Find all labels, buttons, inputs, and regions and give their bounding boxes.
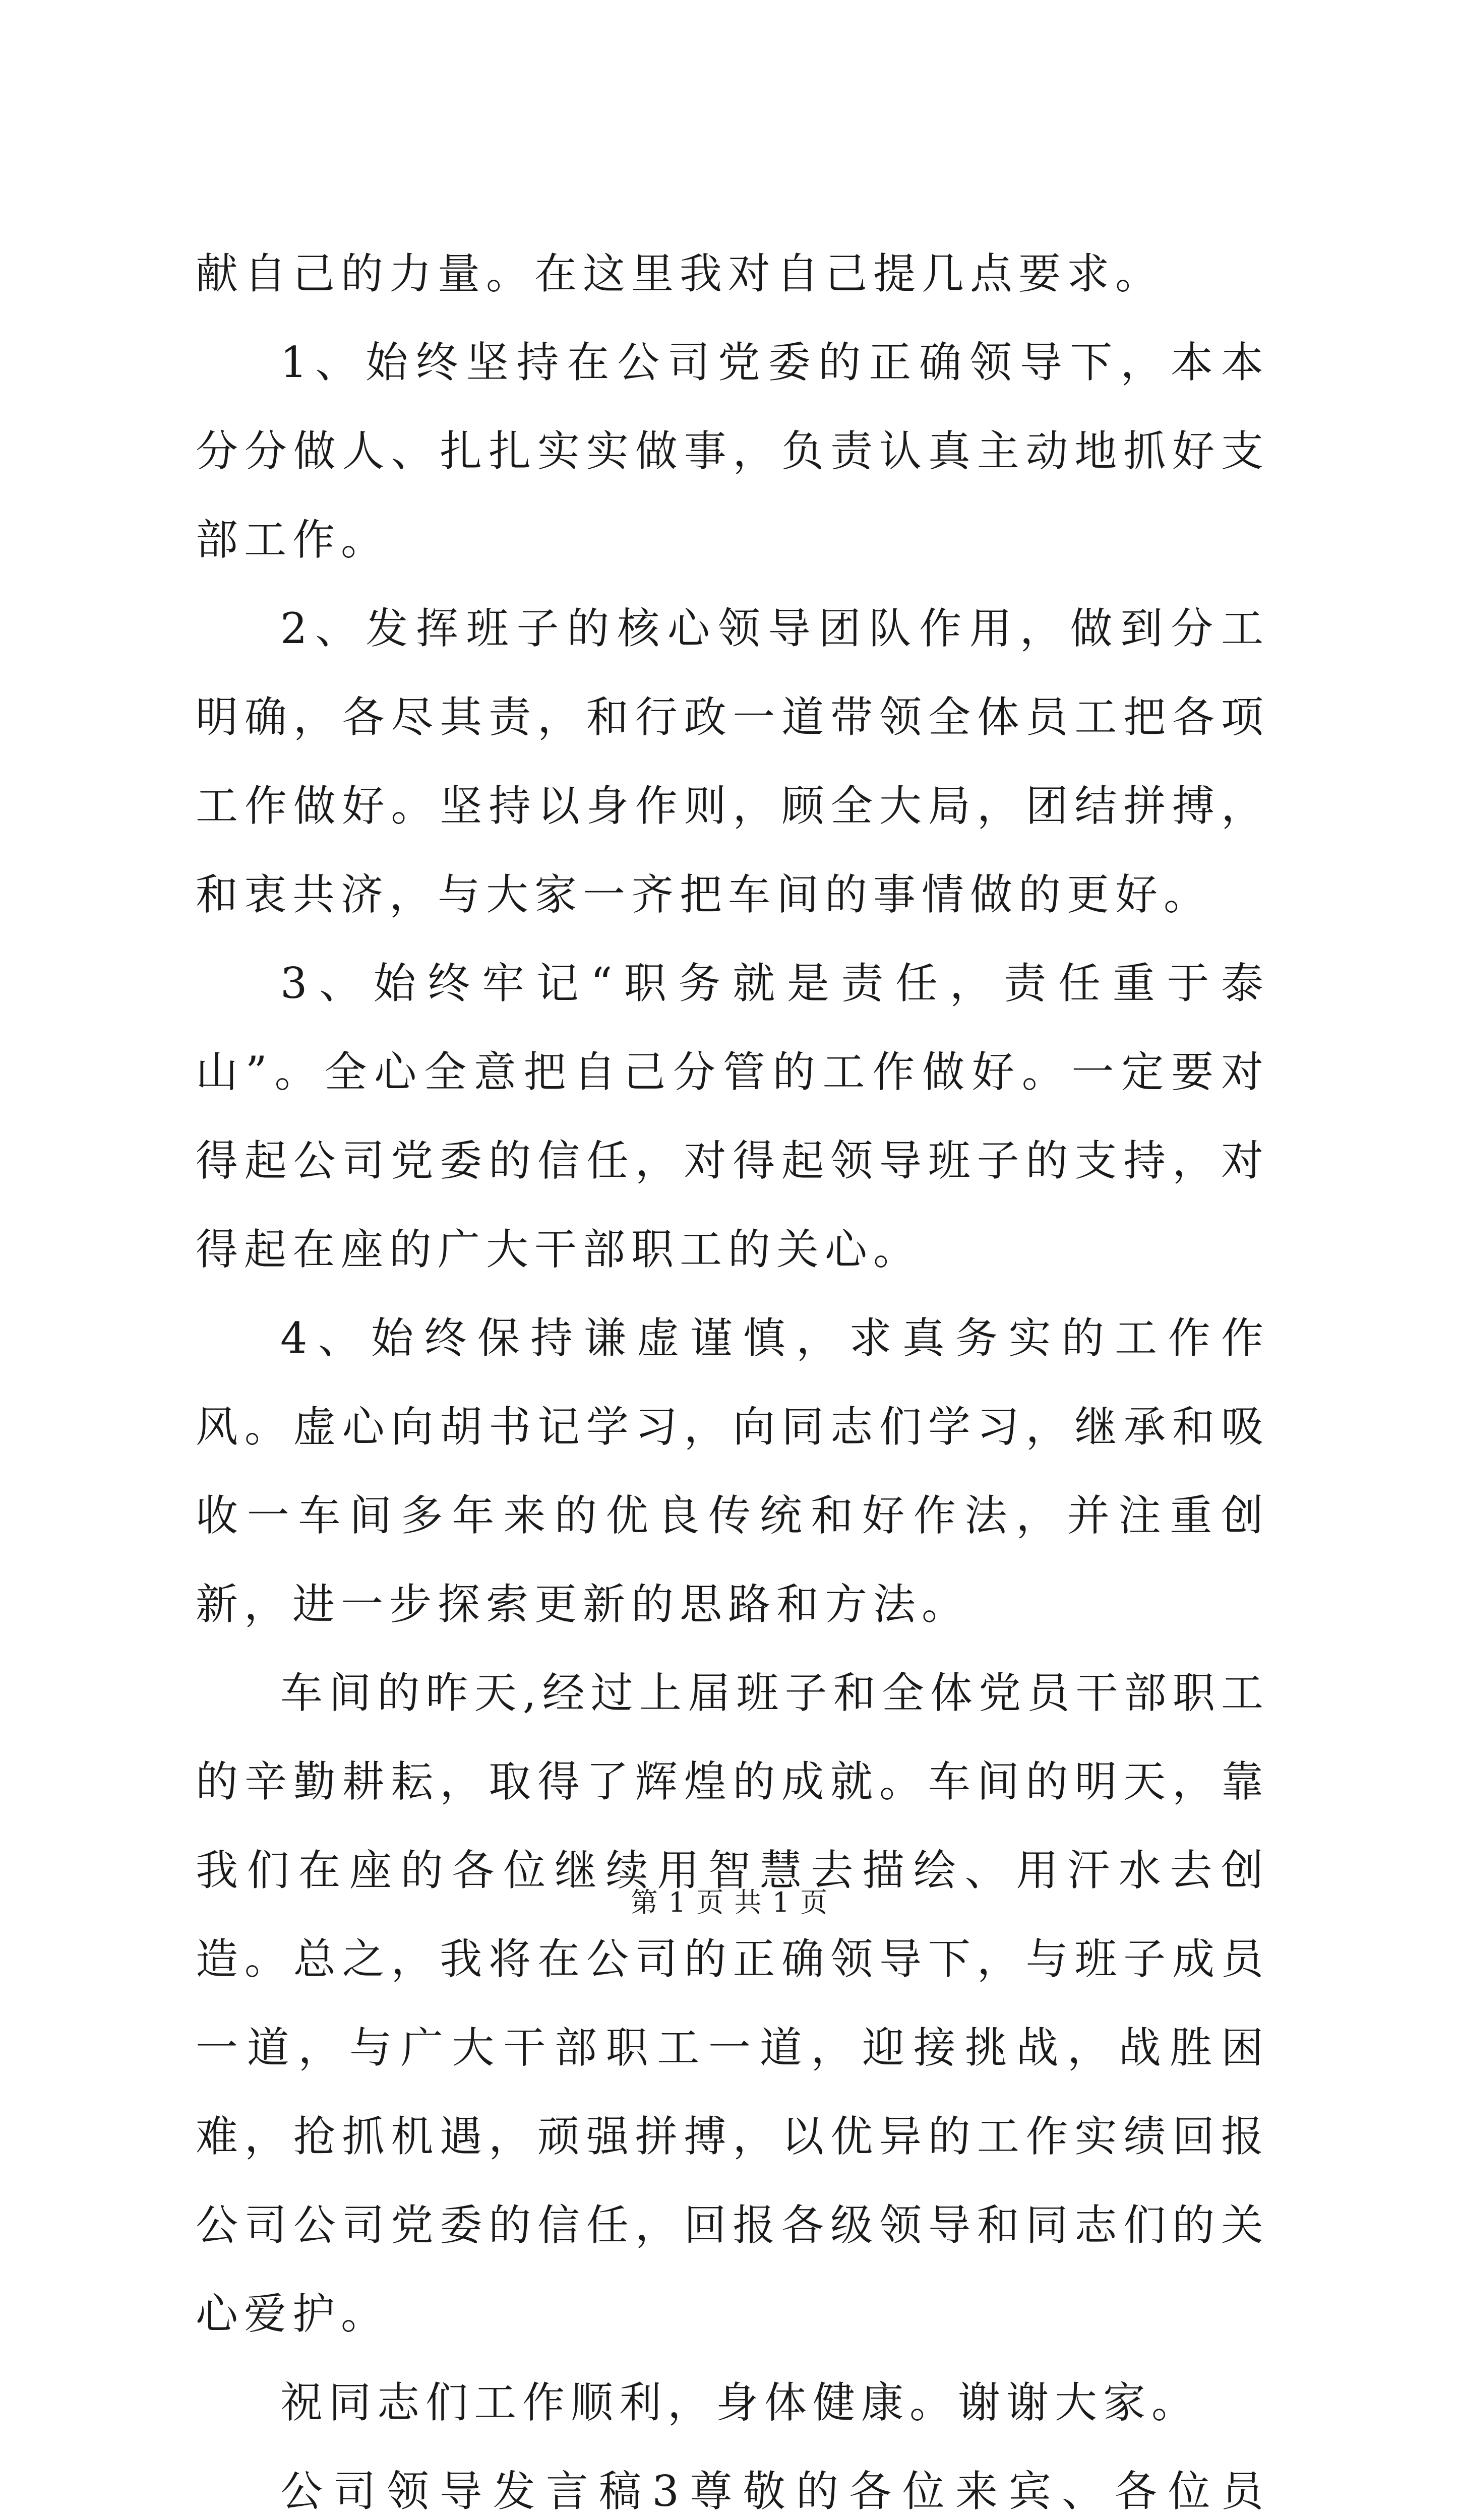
page-footer: 第 1 页 共 1 页 bbox=[630, 1886, 829, 1918]
paragraph-item-4: 4、始终保持谦虚谨慎，求真务实的工作作风。虚心向胡书记学习，向同志们学习，继承和吸收一车间多年来的优良传统和好作法，并注重创新，进一步探索更新的思路和方法。 bbox=[196, 1313, 1269, 1629]
paragraph-item-2: 2、发挥班子的核心领导团队作用，做到分工明确，各尽其责，和行政一道带领全体员工把各项工作做好。坚持以身作则，顾全大局，团结拼搏，和衷共济，与大家一齐把车间的事情做的更好。 bbox=[196, 604, 1269, 919]
document-body bbox=[196, 229, 1269, 2520]
paragraph-closing: 祝同志们工作顺利，身体健康。谢谢大家。 bbox=[280, 2378, 1200, 2427]
paragraph-next-speech: 公司领导发言稿3尊敬的各位来宾、各位员 bbox=[280, 2467, 1269, 2516]
paragraph-item-3: 3、始终牢记“职务就是责任，责任重于泰山”。全心全意把自己分管的工作做好。一定要对得起公司党委的信任，对得起领导班子的支持，对得起在座的广大干部职工的关心。 bbox=[196, 959, 1269, 1274]
paragraph-continuation: 献自己的力量。在这里我对自己提几点要求。 bbox=[196, 249, 1164, 298]
paragraph-item-1: 1、始终坚持在公司党委的正确领导下，本本分分做人、扎扎实实做事，负责认真主动地抓好支部工作。 bbox=[196, 338, 1269, 564]
paragraph-workshop: 车间的昨天,经过上届班子和全体党员干部职工的辛勤耕耘，取得了辉煌的成就。车间的明天，靠我们在座的各位继续用智慧去描绘、用汗水去创造。总之，我将在公司的正确领导下，与班子成员一道，与广大干部职工一道，迎接挑战，战胜困难，抢抓机遇，顽强拼搏，以优异的工作实绩回报公司公司党委的信任，回报各级领导和同志们的关心爱护。 bbox=[196, 1668, 1269, 2339]
